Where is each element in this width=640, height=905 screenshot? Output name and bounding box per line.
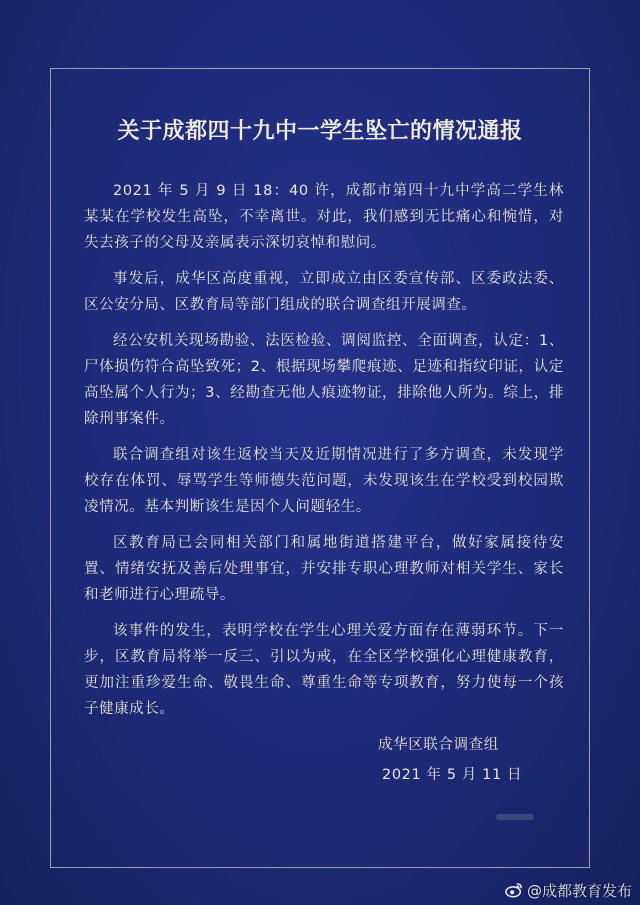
notice-paragraph: 事发后，成华区高度重视，立即成立由区委宣传部、区委政法委、区公安分局、区教育局等部门组成的联合调查组开展调查。 <box>84 271 564 313</box>
scan-smudge <box>496 814 534 820</box>
weibo-logo-icon <box>505 881 523 899</box>
notice-paragraph: 经公安机关现场勘验、法医检验、调阅监控、全面调查，认定：1、尸体损伤符合高坠致死；2、根据现场攀爬痕迹、足迹和指纹印证，认定高坠属个人行为；3、经勘查无他人痕迹物证，排除他人所为。综上，排除刑事案件。 <box>84 333 564 427</box>
watermark <box>505 879 632 901</box>
signature-date: 2021 年 5 月 11 日 <box>382 767 523 783</box>
notice-paragraph: 2021 年 5 月 9 日 18：40 许，成都市第四十九中学高二学生林某某在学校发生高坠，不幸离世。对此，我们感到无比痛心和惋惜，对失去孩子的父母及亲属表示深切哀悼和慰问。 <box>84 183 564 251</box>
notice-title: 关于成都四十九中一学生坠亡的情况通报 <box>117 118 523 144</box>
notice-body <box>84 178 564 732</box>
watermark-text: @成都教育发布 <box>526 881 632 900</box>
notice-paragraph: 区教育局已会同相关部门和属地街道搭建平台，做好家属接待安置、情绪安抚及善后处理事宜，并安排专职心理教师对相关学生、家长和老师进行心理疏导。 <box>84 535 564 603</box>
notice-paragraph: 联合调查组对该生返校当天及近期情况进行了多方调查，未发现学校存在体罚、辱骂学生等师德失范问题，未发现该生在学校受到校园欺凌情况。基本判断该生是因个人问题轻生。 <box>84 447 564 515</box>
signature-block <box>340 730 540 790</box>
signature-org: 成华区联合调查组 <box>378 737 499 753</box>
notice-paragraph: 该事件的发生，表明学校在学生心理关爱方面存在薄弱环节。下一步，区教育局将举一反三、引以为戒，在全区学校强化心理健康教育，更加注重珍爱生命、敬畏生命、尊重生命等专项教育，努力使每一个孩子健康成长。 <box>84 623 564 717</box>
